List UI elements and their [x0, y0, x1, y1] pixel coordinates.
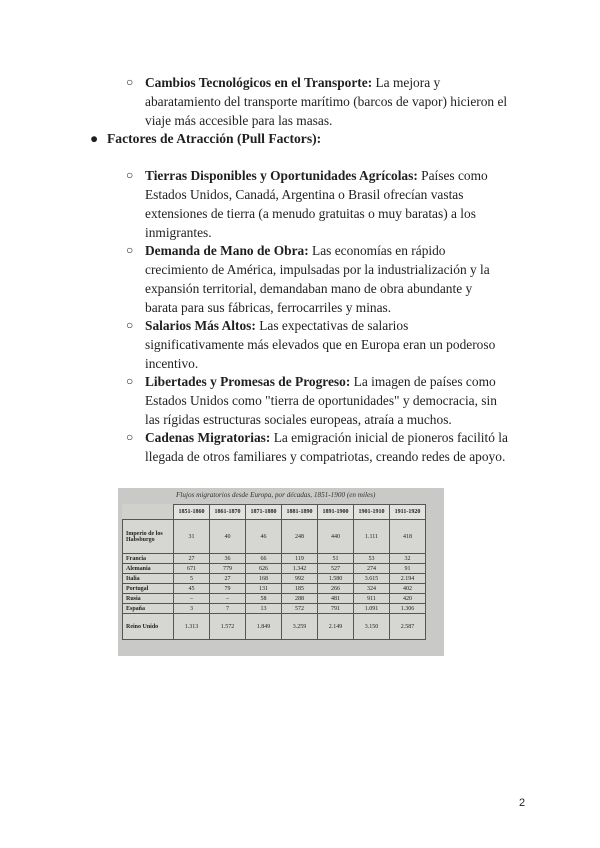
table-cell: –	[210, 594, 246, 604]
table-cell: 27	[174, 554, 210, 564]
table-cell: 440	[318, 520, 354, 554]
table-cell: 248	[282, 520, 318, 554]
table-cell: 91	[390, 564, 426, 574]
table-cell: 1.306	[390, 604, 426, 614]
table-cell: 2.587	[390, 614, 426, 640]
table-cell: 779	[210, 564, 246, 574]
table-cell: 2.149	[318, 614, 354, 640]
hollow-bullet-icon: ○	[126, 75, 134, 89]
table-row	[123, 564, 426, 574]
row-label: Rusia	[123, 594, 174, 604]
table-cell: 53	[354, 554, 390, 564]
table-cell: 168	[246, 574, 282, 584]
table-cell: 324	[354, 584, 390, 594]
table-caption: Flujos migratorios desde Europa, por décadas, 1851-1900 (en miles)	[176, 491, 376, 499]
table-cell: 911	[354, 594, 390, 604]
table-cell: 1.342	[282, 564, 318, 574]
table-cell: 1.572	[210, 614, 246, 640]
table-cell: 46	[246, 520, 282, 554]
row-label: Imperio de los Habsburgo	[123, 520, 174, 554]
row-label: España	[123, 604, 174, 614]
table-row	[123, 594, 426, 604]
table-cell: 992	[282, 574, 318, 584]
table-cell: 402	[390, 584, 426, 594]
subitem-title: Demanda de Mano de Obra:	[145, 243, 309, 258]
row-label: Reino Unido	[123, 614, 174, 640]
table-cell: 5	[174, 574, 210, 584]
table-cell: 481	[318, 594, 354, 604]
page-number: 2	[519, 797, 526, 809]
table-cell: 3.150	[354, 614, 390, 640]
table-row	[123, 520, 426, 554]
table-row	[123, 614, 426, 640]
table-header-row	[123, 505, 426, 520]
table-cell: 671	[174, 564, 210, 574]
column-header: 1911-1920	[390, 505, 426, 520]
table-cell: 572	[282, 604, 318, 614]
table-corner-cell	[123, 505, 174, 520]
table-cell: 1.313	[174, 614, 210, 640]
column-header: 1851-1860	[174, 505, 210, 520]
table-cell: 13	[246, 604, 282, 614]
table-row	[123, 584, 426, 594]
table-cell: 1.580	[318, 574, 354, 584]
subitem-text: Tierras Disponibles y Oportunidades Agrícolas: Países como Estados Unidos, Canadá, Argentina o Brasil ofrecían vastas extensiones de tierra (a menudo gratuitas o muy baratas) a los inmigrantes.	[145, 168, 488, 240]
table-cell: 79	[210, 584, 246, 594]
subitem-tierras	[126, 166, 535, 242]
table-cell: 36	[210, 554, 246, 564]
table-cell: 40	[210, 520, 246, 554]
subitem-salarios	[126, 316, 535, 373]
subitem-title: Salarios Más Altos:	[145, 318, 256, 333]
table-cell: 420	[390, 594, 426, 604]
table-cell: –	[174, 594, 210, 604]
subitem-text: Demanda de Mano de Obra: Las economías en rápido crecimiento de América, impulsadas por la industrialización y la expansión territorial, demandaban mano de obra abundante y barata para sus fábricas, ferrocarriles y minas.	[145, 243, 490, 315]
table-cell: 3	[174, 604, 210, 614]
table-cell: 418	[390, 520, 426, 554]
subitem-text: Cadenas Migratorias: La emigración inicial de pioneros facilitó la llegada de otros familiares y compatriotas, creando redes de apoyo.	[145, 430, 508, 464]
subitem-title: Cambios Tecnológicos en el Transporte:	[145, 75, 373, 90]
table-cell: 185	[282, 584, 318, 594]
row-label: Francia	[123, 554, 174, 564]
table-cell: 3.259	[282, 614, 318, 640]
table-cell: 27	[210, 574, 246, 584]
column-header: 1891-1900	[318, 505, 354, 520]
table-cell: 288	[282, 594, 318, 604]
scanned-migration-table	[118, 488, 444, 656]
filled-bullet-icon: ●	[90, 131, 99, 146]
subitem-text: Libertades y Promesas de Progreso: La imagen de países como Estados Unidos como "tierra de oportunidades" y democracia, sin las rígidas estructuras sociales europeas, atraía a muchos.	[145, 374, 497, 427]
column-header: 1871-1880	[246, 505, 282, 520]
hollow-bullet-icon: ○	[126, 430, 134, 444]
subitem-cadenas	[126, 428, 535, 466]
hollow-bullet-icon: ○	[126, 318, 134, 332]
hollow-bullet-icon: ○	[126, 243, 134, 257]
subitem-mano-de-obra	[126, 241, 535, 317]
subitem-text: Salarios Más Altos: Las expectativas de salarios significativamente más elevados que en Europa eran un poderoso incentivo.	[145, 318, 496, 371]
table-cell: 3.615	[354, 574, 390, 584]
table-cell: 51	[318, 554, 354, 564]
row-label: Italia	[123, 574, 174, 584]
table-cell: 119	[282, 554, 318, 564]
table-cell: 266	[318, 584, 354, 594]
subitem-libertades	[126, 372, 535, 429]
table-cell: 45	[174, 584, 210, 594]
table-cell: 7	[210, 604, 246, 614]
table-cell: 66	[246, 554, 282, 564]
table-cell: 131	[246, 584, 282, 594]
table-row	[123, 604, 426, 614]
table-cell: 274	[354, 564, 390, 574]
subitem-text: Cambios Tecnológicos en el Transporte: La mejora y abaratamiento del transporte marítimo (barcos de vapor) hicieron el viaje más accesible para las masas.	[145, 75, 508, 128]
subitem-transport	[126, 73, 535, 130]
table-cell: 32	[390, 554, 426, 564]
column-header: 1861-1870	[210, 505, 246, 520]
row-label: Portugal	[123, 584, 174, 594]
row-label: Alemania	[123, 564, 174, 574]
hollow-bullet-icon: ○	[126, 168, 134, 182]
column-header: 1901-1910	[354, 505, 390, 520]
hollow-bullet-icon: ○	[126, 374, 134, 388]
subitem-title: Libertades y Promesas de Progreso:	[145, 374, 351, 389]
table-row	[123, 574, 426, 584]
table-cell: 1.849	[246, 614, 282, 640]
table-cell: 1.091	[354, 604, 390, 614]
table-cell: 1.111	[354, 520, 390, 554]
section-heading: Factores de Atracción (Pull Factors):	[107, 131, 322, 146]
table-cell: 791	[318, 604, 354, 614]
migration-table	[122, 504, 426, 640]
table-cell: 2.194	[390, 574, 426, 584]
subitem-title: Tierras Disponibles y Oportunidades Agrícolas:	[145, 168, 418, 183]
table-cell: 31	[174, 520, 210, 554]
table-cell: 527	[318, 564, 354, 574]
column-header: 1881-1890	[282, 505, 318, 520]
table-cell: 626	[246, 564, 282, 574]
subitem-title: Cadenas Migratorias:	[145, 430, 271, 445]
table-cell: 58	[246, 594, 282, 604]
table-row	[123, 554, 426, 564]
